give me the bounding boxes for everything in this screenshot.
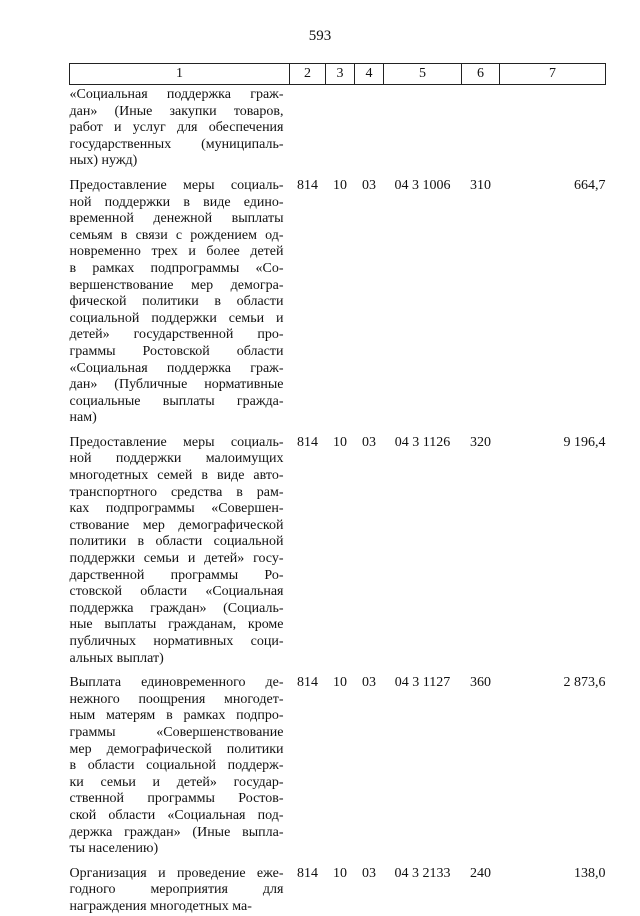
description-line: ственной программы Ростов- bbox=[69, 791, 284, 807]
header-col-7: 7 bbox=[500, 64, 606, 85]
amount-value bbox=[500, 85, 606, 170]
section-code: 10 bbox=[333, 434, 347, 450]
description-line: дарственной программы Ро- bbox=[69, 567, 284, 583]
row-description bbox=[70, 170, 290, 427]
description-line: ной поддержки в виде едино- bbox=[69, 194, 284, 210]
amount-value: 138,0 bbox=[574, 865, 606, 881]
description-line: дан» (Иные закупки товаров, bbox=[69, 103, 284, 119]
description-line: государственных (муниципаль- bbox=[69, 136, 284, 152]
description-line: социальные выплаты гражда- bbox=[69, 393, 284, 409]
amount-value: 2 873,6 bbox=[563, 675, 606, 691]
description-line: мер демографической политики bbox=[69, 741, 284, 757]
table-row bbox=[70, 427, 606, 667]
subsection-code: 03 bbox=[362, 434, 376, 450]
table-row bbox=[70, 85, 606, 170]
description-line: нежного поощрения многодет- bbox=[69, 691, 284, 707]
amount-value: 664,7 bbox=[574, 177, 606, 193]
expense-type-code: 240 bbox=[470, 865, 491, 881]
description-line: «Социальная поддержка граж- bbox=[69, 360, 284, 376]
target-item-code: 04 3 2133 bbox=[394, 865, 451, 881]
table-row bbox=[70, 170, 606, 427]
section-code: 10 bbox=[333, 177, 347, 193]
description-line: Предоставление меры социаль- bbox=[69, 434, 284, 450]
description-line: граммы Ростовской области bbox=[69, 343, 284, 359]
description-line: новременно трех и более детей bbox=[69, 244, 284, 260]
description-line: дан» (Публичные нормативные bbox=[69, 377, 284, 393]
description-line: ки семьи и детей» государ- bbox=[69, 774, 284, 790]
description-line: «Социальная поддержка граж- bbox=[69, 87, 284, 102]
description-line: Предоставление меры социаль- bbox=[69, 177, 284, 193]
description-line: политики в области социальной bbox=[69, 534, 284, 550]
ministry-code: 814 bbox=[297, 675, 318, 691]
description-line: в области социальной поддерж- bbox=[69, 758, 284, 774]
description-line: ные выплаты гражданам, кроме bbox=[69, 617, 284, 633]
table-row bbox=[70, 858, 606, 916]
description-line: поддержки семьи и детей» госу- bbox=[69, 551, 284, 567]
subsection-code: 03 bbox=[362, 177, 376, 193]
description-line: ным матерям в рамках подпро- bbox=[69, 708, 284, 724]
description-line: держка граждан» (Иные выпла- bbox=[69, 824, 284, 840]
section-code bbox=[326, 85, 355, 170]
section-code: 10 bbox=[333, 865, 347, 881]
description-line: многодетных семей в виде авто- bbox=[69, 468, 284, 484]
description-line: временной денежной выплаты bbox=[69, 211, 284, 227]
table-row bbox=[70, 667, 606, 858]
header-row bbox=[70, 64, 606, 85]
description-line: альных выплат) bbox=[69, 650, 164, 666]
description-line: ты населению) bbox=[69, 841, 159, 857]
description-line: стовской области «Социальная bbox=[69, 584, 284, 600]
ministry-code: 814 bbox=[297, 177, 318, 193]
expense-type-code bbox=[462, 85, 500, 170]
description-line: работ и услуг для обеспечения bbox=[69, 120, 284, 136]
budget-table bbox=[69, 63, 606, 916]
target-item-code: 04 3 1006 bbox=[394, 177, 451, 193]
subsection-code bbox=[355, 85, 384, 170]
expense-type-code: 320 bbox=[470, 434, 491, 450]
subsection-code: 03 bbox=[362, 675, 376, 691]
row-description bbox=[70, 667, 290, 858]
target-item-code: 04 3 1126 bbox=[394, 434, 451, 450]
description-line: вершенствование мер демогра- bbox=[69, 277, 284, 293]
description-line: ной поддержки малоимущих bbox=[69, 451, 284, 467]
row-description bbox=[70, 85, 290, 170]
ministry-code: 814 bbox=[297, 434, 318, 450]
page-number: 593 bbox=[308, 28, 332, 44]
amount-value: 9 196,4 bbox=[563, 434, 606, 450]
table-header bbox=[70, 64, 606, 85]
row-description bbox=[70, 858, 290, 916]
expense-type-code: 360 bbox=[470, 675, 491, 691]
description-line: публичных нормативных соци- bbox=[69, 634, 284, 649]
expense-type-code: 310 bbox=[470, 177, 491, 193]
header-col-2: 2 bbox=[290, 64, 326, 85]
description-line: ках подпрограммы «Совершен- bbox=[69, 501, 284, 517]
description-line: ствование мер демографической bbox=[69, 517, 284, 533]
target-item-code: 04 3 1127 bbox=[394, 675, 451, 691]
description-line: ской области «Социальная под- bbox=[69, 807, 284, 823]
description-line: нам) bbox=[69, 410, 97, 426]
header-col-3: 3 bbox=[326, 64, 355, 85]
target-item-code bbox=[384, 85, 462, 170]
description-line: социальной поддержки семьи и bbox=[69, 310, 284, 326]
header-col-5: 5 bbox=[384, 64, 462, 85]
description-line: награждения многодетных ма- bbox=[69, 898, 252, 914]
description-line: граммы «Совершенствование bbox=[69, 724, 284, 740]
description-line: транспортного средства в рам- bbox=[69, 484, 284, 500]
description-line: годного мероприятия для bbox=[69, 882, 284, 898]
description-line: ных) нужд) bbox=[69, 153, 138, 169]
description-line: Выплата единовременного де- bbox=[69, 675, 284, 691]
description-line: семьям в связи с рождением од- bbox=[69, 227, 284, 243]
description-line: фической политики в области bbox=[69, 294, 284, 310]
row-description bbox=[70, 427, 290, 667]
header-col-1: 1 bbox=[70, 64, 290, 85]
table-body bbox=[70, 85, 606, 916]
header-col-4: 4 bbox=[355, 64, 384, 85]
description-line: детей» государственной про- bbox=[69, 327, 284, 343]
ministry-code: 814 bbox=[297, 865, 318, 881]
section-code: 10 bbox=[333, 675, 347, 691]
ministry-code bbox=[290, 85, 326, 170]
header-col-6: 6 bbox=[462, 64, 500, 85]
description-line: Организация и проведение еже- bbox=[69, 865, 284, 881]
subsection-code: 03 bbox=[362, 865, 376, 881]
description-line: в рамках подпрограммы «Со- bbox=[69, 260, 284, 276]
description-line: поддержка граждан» (Социаль- bbox=[69, 600, 284, 616]
